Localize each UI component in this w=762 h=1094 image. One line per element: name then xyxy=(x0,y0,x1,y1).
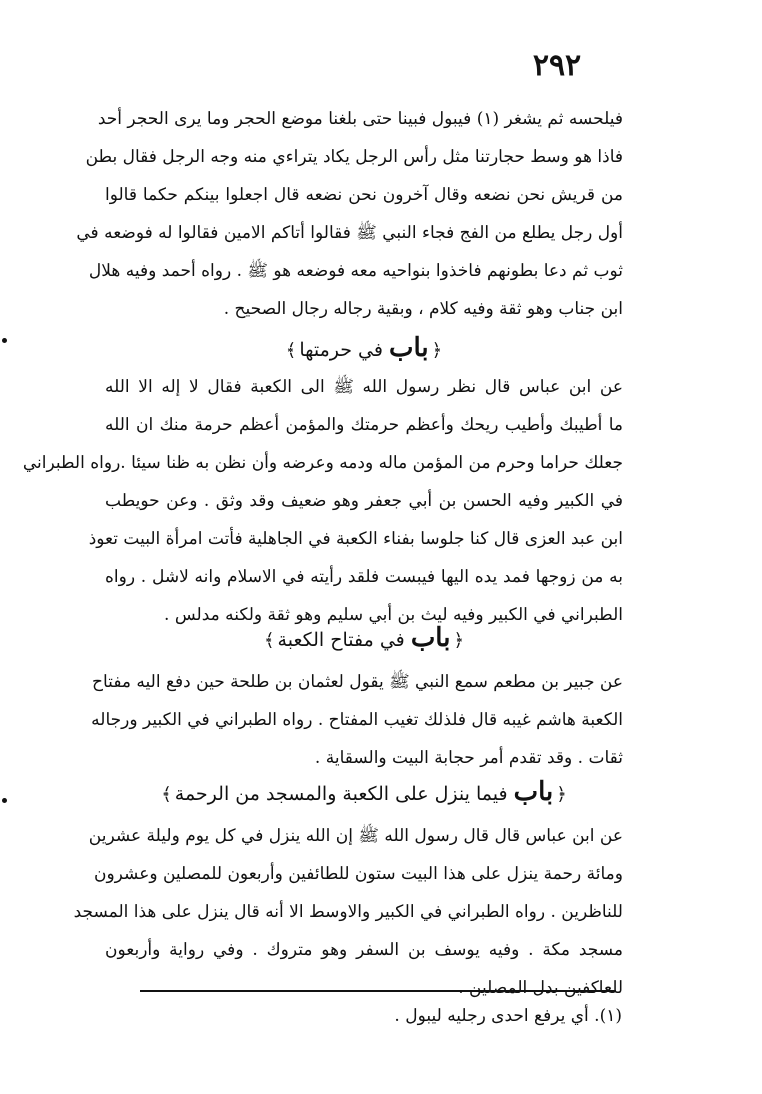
text-line: أول رجل يطلع من الفج فجاء النبي ﷺ فقالوا أتاكم الامين فقالوا له فوضعه في xyxy=(76,223,623,243)
heading-bab: باب xyxy=(389,333,429,363)
text-line: عن جبير بن مطعم سمع النبي ﷺ يقول لعثمان بن طلحة حين دفع اليه مفتاح xyxy=(92,672,623,692)
text-line: للعاكفين بدل المصلين . xyxy=(458,978,623,998)
text-line: مسجد مكة . وفيه يوسف بن السفر وهو متروك . وفي رواية وأربعون xyxy=(105,940,623,960)
text-line: من قريش نحن نضعه وقال آخرون نحن نضعه قال اجعلوا بينكم حكما قالوا xyxy=(105,185,623,205)
text-line: ثوب ثم دعا بطونهم فاخذوا بنواحيه معه فوضعه هو ﷺ . رواه أحمد وفيه هلال xyxy=(88,261,623,281)
ornament-bracket-icon: ﴾ xyxy=(263,630,275,651)
page-number: ٢٩٢ xyxy=(532,48,582,83)
heading-bab: باب xyxy=(513,777,554,807)
text-line: ومائة رحمة ينزل على هذا البيت ستون للطائفين وأربعون للمصلين وعشرون xyxy=(93,864,623,884)
ornament-bracket-icon: ﴿ xyxy=(431,340,443,361)
ornament-bracket-icon: ﴿ xyxy=(453,630,464,651)
text-line: عن ابن عباس قال قال رسول الله ﷺ إن الله ينزل في كل يوم وليلة عشرين xyxy=(88,826,623,846)
text-line: في الكبير وفيه الحسن بن أبي جعفر وهو ضعيف وقد وثق . وعن حويطب xyxy=(105,491,623,511)
ornament-bracket-icon: ﴾ xyxy=(161,784,172,805)
text-line: به من زوجها فمد يده اليها فيبست فلقد رأيته في الاسلام وانه لاشل . رواه xyxy=(105,567,623,587)
text-line: ابن جناب وهو ثقة وفيه كلام ، وبقية رجاله رجال الصحيح . xyxy=(223,299,623,319)
ornament-bracket-icon: ﴾ xyxy=(285,340,297,361)
paragraph-4 xyxy=(73,817,623,1007)
heading-title: فيما ينزل على الكعبة والمسجد من الرحمة xyxy=(174,783,508,805)
text-line: جعلك حراما وحرم من المؤمن ماله ودمه وعرضه وأن نظن به ظنا سيئا .رواه الطبراني xyxy=(22,453,623,473)
section-heading-sanctity xyxy=(105,328,623,368)
text-line: فاذا هو وسط حجارتنا مثل رأس الرجل يكاد يتراءي منه وجه الرجل فقال بطن xyxy=(85,147,623,167)
margin-speck xyxy=(2,338,7,343)
text-line: الطبراني في الكبير وفيه ليث بن أبي سليم وهو ثقة ولكنه مدلس . xyxy=(164,605,623,625)
heading-title: في مفتاح الكعبة xyxy=(277,629,405,651)
text-line: ابن عبد العزى قال كنا جلوسا بفناء الكعبة في الجاهلية فأتت امرأة البيت تعوذ xyxy=(88,529,623,549)
paragraph-2 xyxy=(22,368,623,634)
text-line: عن ابن عباس قال نظر رسول الله ﷺ الى الكعبة فقال لا إله الا الله xyxy=(105,377,623,397)
ornament-bracket-icon: ﴿ xyxy=(556,784,567,805)
text-line: فيلحسه ثم يشغر (١) فيبول فبينا حتى بلغنا موضع الحجر وما يرى الحجر أحد xyxy=(97,109,623,129)
paragraph-1 xyxy=(76,100,623,328)
section-heading-mercy xyxy=(105,772,623,812)
footnote-divider xyxy=(140,990,616,992)
section-heading-key xyxy=(105,618,623,658)
text-line: الكعبة هاشم غيبه قال فلذلك تغيب المفتاح . رواه الطبراني في الكبير ورجاله xyxy=(91,710,623,730)
footnote: (١). أي يرفع احدى رجليه ليبول . xyxy=(394,1006,622,1026)
text-line: للناظرين . رواه الطبراني في الكبير والاوسط الا أنه قال ينزل على هذا المسجد xyxy=(73,902,623,922)
text-line: ما أطيبك وأطيب ريحك وأعظم حرمتك والمؤمن أعظم حرمة منك ان الله xyxy=(105,415,623,435)
heading-bab: باب xyxy=(410,623,451,653)
text-line: ثقات . وقد تقدم أمر حجابة البيت والسقاية . xyxy=(314,748,623,768)
heading-title: في حرمتها xyxy=(299,339,383,361)
margin-speck xyxy=(2,798,7,803)
paragraph-3 xyxy=(91,663,623,777)
